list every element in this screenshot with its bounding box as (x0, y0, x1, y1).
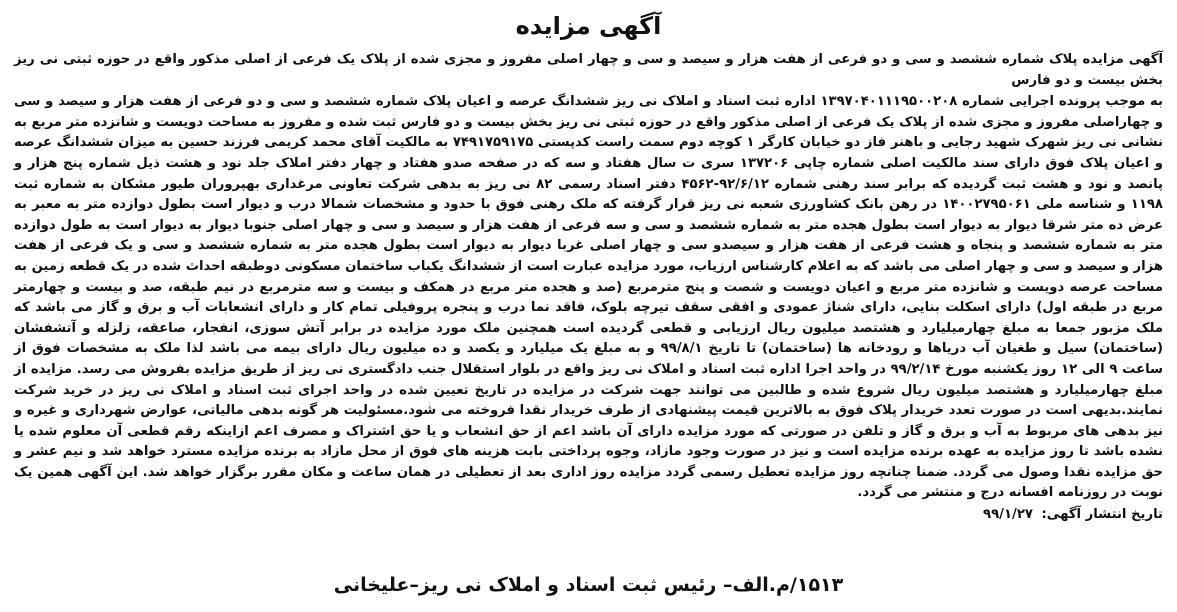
publish-date-label: تاریخ انتشار آگهی: (1041, 507, 1163, 523)
notice-main-paragraph: به موجب پرونده اجرایی شماره ۱۳۹۷۰۴۰۱۱۱۹۵۰۰۲۰۸ اداره ثبت اسناد و املاک نی ریز ششدانگ عرصه و اعیان پلاک شماره ششصد و سی و دو فرعی از هفت هزار و سیصد و سی و چهاراصلی مفروز و مجزی شده از پلاک یک فرعی از اصلی مذکور واقع در حوزه ثبتی نی ریز بخش بیست و دو فارس ثبت شده و مفروز به مساحت دویست و شانزده متر مربع به نشانی نی ریز شهرک شهید رجایی و باهنر فاز دو خیابان کارگر ۱ کوچه دوم سمت راست کدپستی ۷۴۹۱۷۵۹۱۷۵ به مالکیت آقای محمد کریمی فرزند حسین به میزان ششدانگ عرصه و اعیان پلاک فوق دارای سند مالکیت اصلی شماره چاپی ۱۳۷۲۰۶ سری ت سال هفتاد و سه که در صفحه صدو هفتاد و چهار دفتر املاک جلد نود و هشت ذیل شماره پنج هزار و پانصد و نود و هشت ثبت گردیده که برابر سند رهنی شماره ۹۲/۶/۱۲-۴۵۶۲ دفتر اسناد رسمی ۸۲ نی ریز به بدهی شرکت تعاونی مرغداری بهپروران طیور مشکان به شماره ثبت ۱۱۹۸ و شناسه ملی ۱۴۰۰۲۷۹۵۰۶۱ در رهن بانک کشاورزی شعبه نی ریز قرار گرفته که ملک رهنی فوق با حدود و مشخصات شمالا درب و دیوار است بطول دوازده متر به معبر به عرض ده متر شرقا دیوار به دیوار است بطول هجده متر به شماره ششصد و سی و سه فرعی از هفت هزار و سیصد و سی و چهار اصلی جنوبا دیوار به دیوار است به طول دوازده متر به شماره ششصد و پنجاه و هشت فرعی از هفت هزار و سیصدو سی و چهار اصلی غربا دیوار به دیوار است بطول هجده متر به شماره ششصد و سی و یک فرعی از هفت هزار و سیصد و سی و چهار اصلی می باشد که به اعلام کارشناس ارزیاب، مورد مزایده عبارت است از ششدانگ یکباب ساختمان مسکونی دوطبقه احداث شده در یک قطعه زمین به مساحت عرصه دویست و شانزده متر مربع و اعیان دویست و شصت و پنج مترمربع (صد و هجده متر مربع در همکف و بیست و سه مترمربع در نیم طبقه، صد و بیست و چهارمتر مربع در طبقه اول) دارای اسکلت بنایی، دارای شناژ عمودی و افقی سقف تیرچه بلوک، فاقد نما درب و پنجره پروفیلی تمام کار و دارای انشعابات آب و برق و گاز می باشد که ملک مزبور جمعا به مبلغ چهارمیلیارد و هشتصد میلیون ریال ارزیابی و قطعی گردیده است همچنین ملک مورد مزایده در برابر آتش سوزی، انفجار، صاعقه، زلزله و آتشفشان (ساختمان) سیل و طغیان آب دریاها و رودخانه ها (ساختمان) تا تاریخ ۹۹/۸/۱ و به مبلغ یک میلیارد و یکصد و ده میلیون ریال دارای بیمه می باشد لذا ملک به مشخصات فوق از ساعت ۹ الی ۱۲ روز یکشنبه مورخ ۹۹/۲/۱۴ در واحد اجرا اداره ثبت اسناد و املاک نی ریز واقع در بلوار استقلال جنب دادگستری نی ریز از طریق مزایده بفروش می رسد. مزایده از مبلغ چهارمیلیارد و هشتصد میلیون ریال شروع شده و طالبین می توانند جهت شرکت در مزایده در تاریخ تعیین شده در واحد اجرای ثبت اسناد و املاک نی ریز در خرید شرکت نمایند.بدیهی است در صورت تعدد خریدار پلاک فوق به بالاترین قیمت پیشنهادی از طرف خریدار نقدا فروخته می شود.مسئولیت هر گونه بدهی مالیاتی، عوارض شهرداری و غیره و نیز بدهی های مربوط به آب و برق و گاز و تلفن در صورتی که مورد مزایده دارای آن باشد اعم از حق انشعاب و یا حق اشتراک و مصرف اعم ازاینکه رقم قطعی آن معلوم شده یا نشده باشد تا روز مزایده به عهده برنده مزایده است و نیز در صورت وجود مازاد، وجوه پرداختی بابت هزینه های فوق از محل مازاد به برنده مزایده مسترد خواهد شد و نیم عشر و حق مزایده نقدا وصول می گردد. ضمنا چنانچه روز مزایده تعطیل رسمی گردد مزایده روز اداری بعد از تعطیلی در همان ساعت و مکان مقرر برگزار خواهد شد. این آگهی همین یک نوبت در روزنامه افسانه درج و منتشر می گردد. (14, 94, 1164, 501)
publish-date-line (14, 505, 1163, 526)
notice-title: آگهی مزایده (515, 12, 662, 40)
notice-body (14, 50, 1163, 504)
notice-intro-paragraph: آگهی مزایده پلاک شماره ششصد و سی و دو فرعی از هفت هزار و سیصد و سی و چهار اصلی مفروز و مجزی شده از پلاک یک فرعی از اصلی مذکور واقع در حوزه ثبتی نی ریز بخش بیست و دو فارس (14, 52, 1163, 88)
notice-signature: ۱۵۱۳/م.الف– رئیس ثبت اسناد و املاک نی ریز–علیخانی (333, 574, 844, 596)
publish-date-value: ۹۹/۱/۲۷ (983, 507, 1033, 523)
